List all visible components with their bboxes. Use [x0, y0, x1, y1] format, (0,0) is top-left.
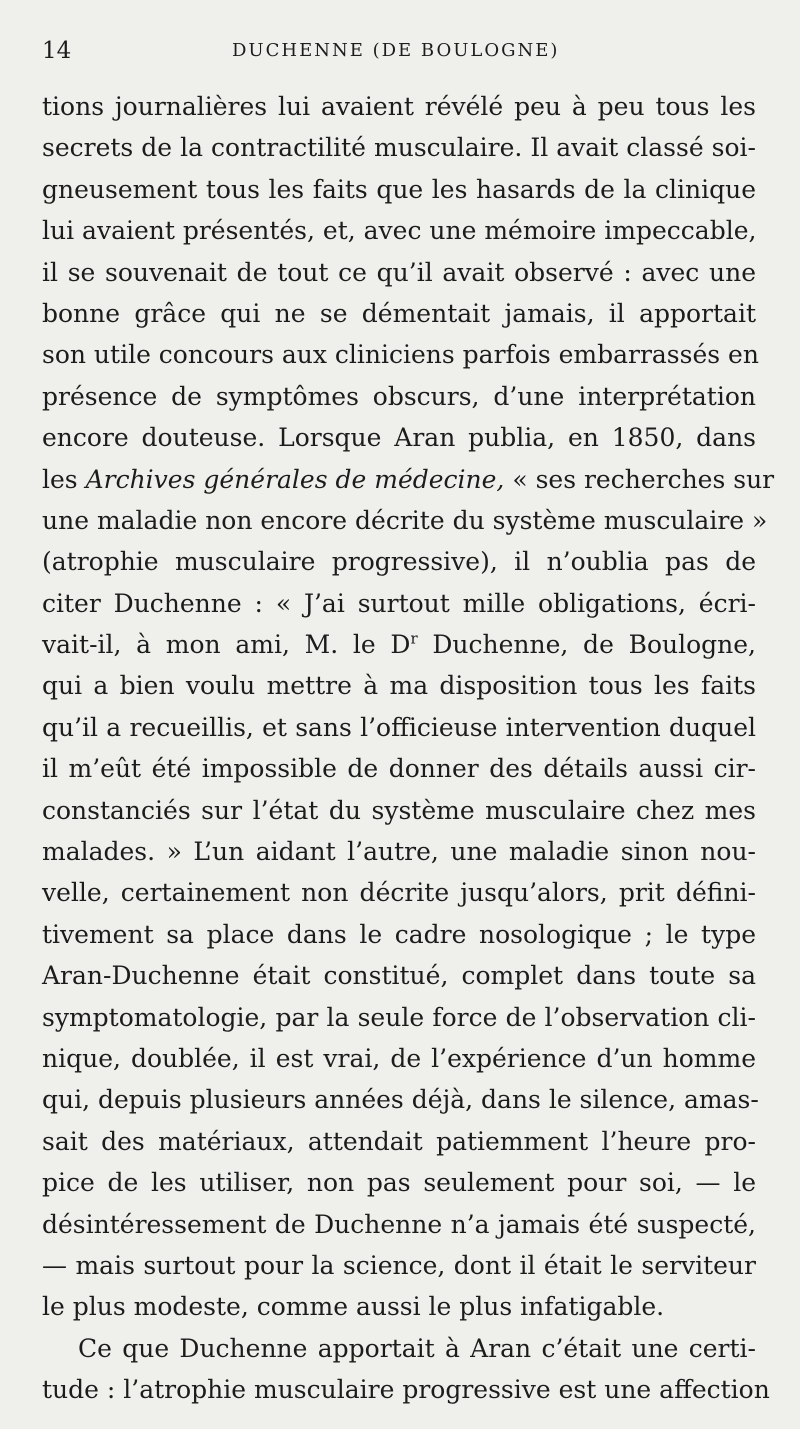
text-line: il m’eût été impossible de donner des détails aussi cir-: [42, 754, 756, 784]
text-line: qui, depuis plusieurs années déjà, dans le silence, amas-: [42, 1085, 759, 1115]
text-segment: Duchenne, de Boulogne,: [417, 630, 756, 660]
text-segment: les: [42, 464, 86, 494]
text-line: son utile concours aux cliniciens parfois embarrassés en: [42, 340, 759, 370]
text-line: (atrophie musculaire progressive), il n’oublia pas de: [42, 547, 756, 577]
text-line: constanciés sur l’état du système musculaire chez mes: [42, 795, 756, 825]
text-line: présence de symptômes obscurs, d’une interprétation: [42, 381, 756, 411]
text-line: lui avaient présentés, et, avec une mémoire impeccable,: [42, 216, 757, 246]
text-segment: « ses recherches sur: [504, 464, 775, 494]
text-line: Aran-Duchenne était constitué, complet dans toute sa: [42, 961, 756, 991]
italic-title: Archives générales de médecine,: [85, 464, 505, 494]
text-line: encore douteuse. Lorsque Aran publia, en 1850, dans: [42, 423, 756, 453]
text-line: le plus modeste, comme aussi le plus infatigable.: [42, 1292, 665, 1322]
text-line: citer Duchenne : « J’ai surtout mille obligations, écri-: [42, 588, 756, 618]
text-line: une maladie non encore décrite du système musculaire »: [42, 505, 768, 535]
text-line: velle, certainement non décrite jusqu’alors, prit défini-: [42, 878, 756, 908]
text-line: [42, 459, 775, 500]
text-line: [42, 624, 756, 665]
running-title: DUCHENNE (DE BOULOGNE): [232, 40, 560, 61]
text-line: désintéressement de Duchenne n’a jamais été suspecté,: [42, 1209, 756, 1239]
text-line: tude : l’atrophie musculaire progressive est une affection: [42, 1375, 770, 1405]
text-line: tivement sa place dans le cadre nosologique ; le type: [42, 919, 756, 949]
text-line: bonne grâce qui ne se démentait jamais, il apportait: [42, 298, 756, 328]
page-number: 14: [42, 38, 72, 64]
text-line: symptomatologie, par la seule force de l’observation cli-: [42, 1002, 756, 1032]
text-line: — mais surtout pour la science, dont il était le serviteur: [42, 1250, 756, 1280]
text-line: pice de les utiliser, non pas seulement pour soi, — le: [42, 1168, 756, 1198]
text-line: nique, doublée, il est vrai, de l’expérience d’un homme: [42, 1043, 756, 1073]
text-line: sait des matériaux, attendait patiemment l’heure pro-: [42, 1126, 756, 1156]
text-line: secrets de la contractilité musculaire. Il avait classé soi-: [42, 133, 756, 163]
text-line: Ce que Duchenne apportait à Aran c’était une certi-: [78, 1333, 756, 1363]
body-text: [42, 86, 775, 1411]
text-line: qui a bien voulu mettre à ma disposition tous les faits: [42, 671, 756, 701]
page-header: [42, 32, 756, 78]
text-segment: vait-il, à mon ami, M. le D: [42, 630, 411, 660]
text-line: gneusement tous les faits que les hasards de la clinique: [42, 174, 756, 204]
superscript: r: [410, 629, 418, 648]
text-line: tions journalières lui avaient révélé peu à peu tous les: [42, 92, 756, 121]
text-line: malades. » L’un aidant l’autre, une maladie sinon nou-: [42, 837, 756, 867]
text-line: qu’il a recueillis, et sans l’officieuse intervention duquel: [42, 712, 756, 742]
text-line: il se souvenait de tout ce qu’il avait observé : avec une: [42, 257, 756, 287]
